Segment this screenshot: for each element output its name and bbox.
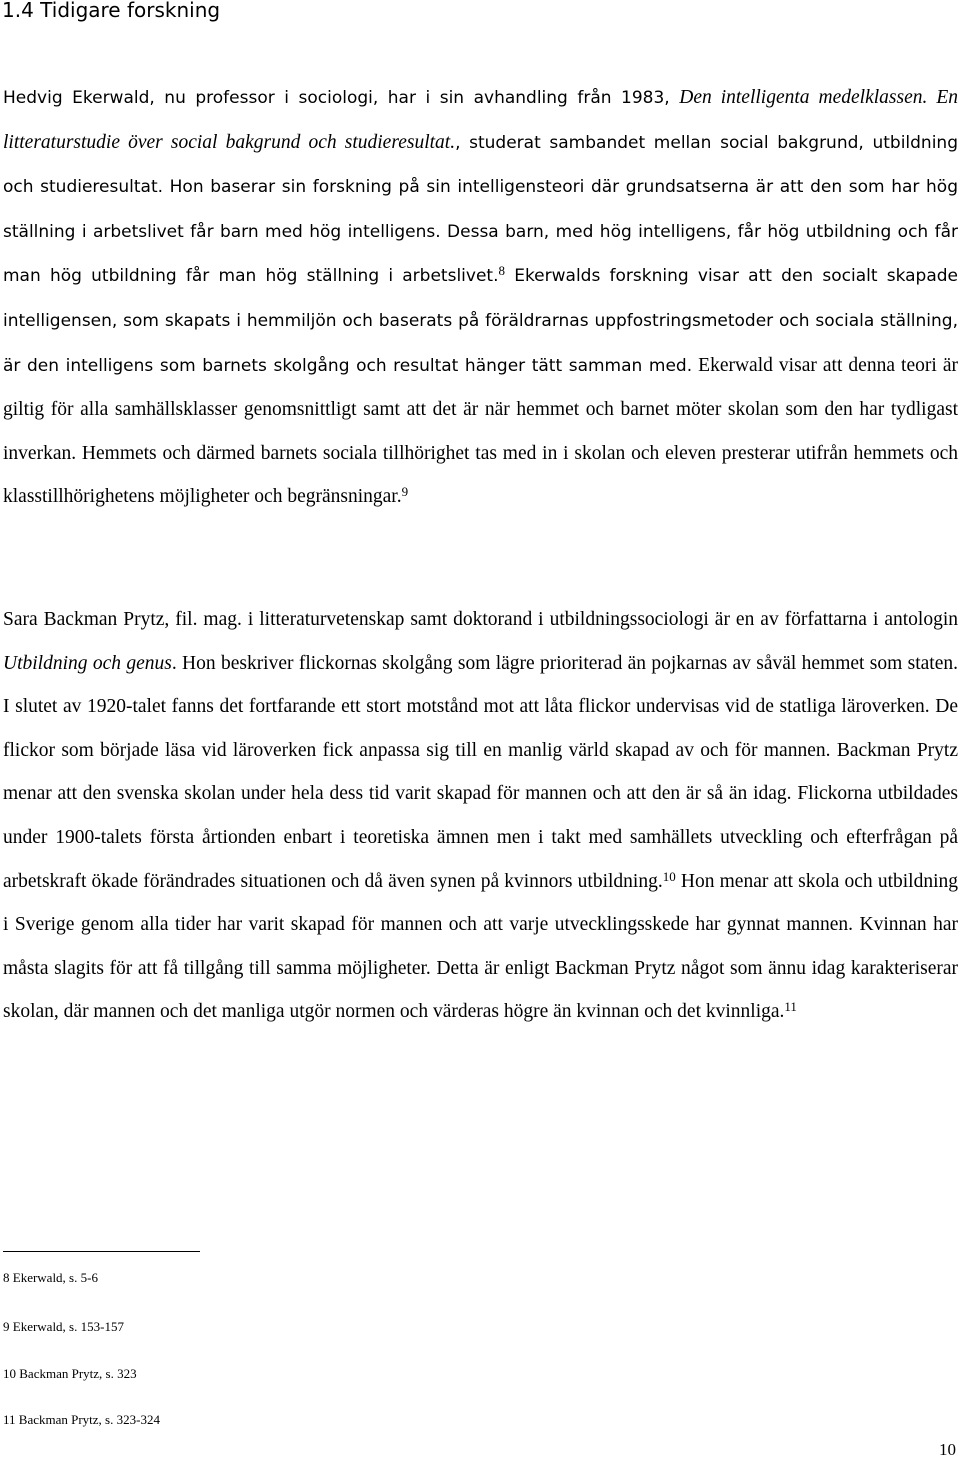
- footnote: 11 Backman Prytz, s. 323-324: [3, 1412, 160, 1427]
- footnote: 8 Ekerwald, s. 5-6: [3, 1270, 98, 1285]
- footnote: 10 Backman Prytz, s. 323: [3, 1366, 137, 1381]
- book-title: Utbildning och genus: [3, 652, 172, 674]
- paragraph-text: , studerat sambandet mellan social bakgrund, utbildning och studieresultat. Hon baserar sin forskning på sin intelligensteori där grundsatserna är att den som har hög ställning i arbetslivet får barn med hög intelligens. Dessa barn, med hög intelligens, får hög utbildning och får man hög utbildning får man hög ställning i arbetslivet.: [3, 132, 958, 287]
- footnote: 9 Ekerwald, s. 153-157: [3, 1319, 124, 1334]
- page-number: 10: [939, 1440, 956, 1459]
- section-heading: 1.4 Tidigare forskning: [2, 0, 221, 22]
- footnote-reference: 11: [784, 999, 797, 1015]
- paragraph-text: Sara Backman Prytz, fil. mag. i litteraturvetenskap samt doktorand i utbildningssociologi är en av författarna i antologin: [3, 609, 958, 630]
- footnote-separator: [3, 1251, 200, 1252]
- paragraph-text: Ekerwald visar att denna teori är giltig för alla samhällsklasser genomsnittligt samt att det är när hemmet och barnet möter skolan som den har tydligast inverkan. Hemmets och därmed barnets sociala tillhörighet tas med in i skolan och eleven presterar utifrån hemmets och klasstillhörighetens möjligheter och begränsningar.: [3, 354, 958, 508]
- paragraph-text: Hedvig Ekerwald, nu professor i sociologi, har i sin avhandling från 1983,: [3, 88, 680, 108]
- paragraph-text: . Hon beskriver flickornas skolgång som lägre prioriterad än pojkarnas av såväl hemmet som staten. I slutet av 1920-talet fanns det fortfarande ett stort motstånd mot att låta flickor undervisas vid de statliga läroverken. De flickor som började läsa vid läroverken fick anpassa sig till en manlig värld skapad av och för mannen. Backman Prytz menar att den svenska skolan under hela dess tid varit skapad för mannen och att den är så än idag. Flickorna utbildades under 1900-talets första årtionden enbart i teoretiska ämnen men i takt med samhällets utveckling och efterfrågan på arbetskraft ökade förändrades situationen och då även synen på kvinnors utbildning.: [3, 652, 959, 892]
- paragraph-backman-prytz: [3, 598, 958, 1034]
- paragraph-ekerwald: [3, 76, 958, 519]
- paragraph-text: Hon menar att skola och utbildning i Sverige genom alla tider har varit skapad för mannen och att varje utvecklingsskede har gynnat mannen. Kvinnan har måsta slagits för att få tillgång till samma möjligheter. Detta är enligt Backman Prytz något som ännu idag karakteriserar skolan, där mannen och det manliga utgör normen och värderas högre än kvinnan och det kvinnliga.: [3, 870, 958, 1023]
- footnote-reference: 8: [498, 263, 505, 279]
- paragraph-text: Ekerwalds forskning visar att den socialt skapade intelligensen, som skapats i hemmiljön och baserats på föräldrarnas uppfostringsmetoder och sociala ställning, är den intelligens som barnets skolgång och resultat hänger tätt samman med.: [3, 266, 958, 376]
- book-title: Den intelligenta medelklassen. En litteraturstudie över social bakgrund och studieresultat.: [3, 87, 959, 153]
- footnote-reference: 9: [401, 484, 409, 500]
- footnote-reference: 10: [662, 868, 676, 884]
